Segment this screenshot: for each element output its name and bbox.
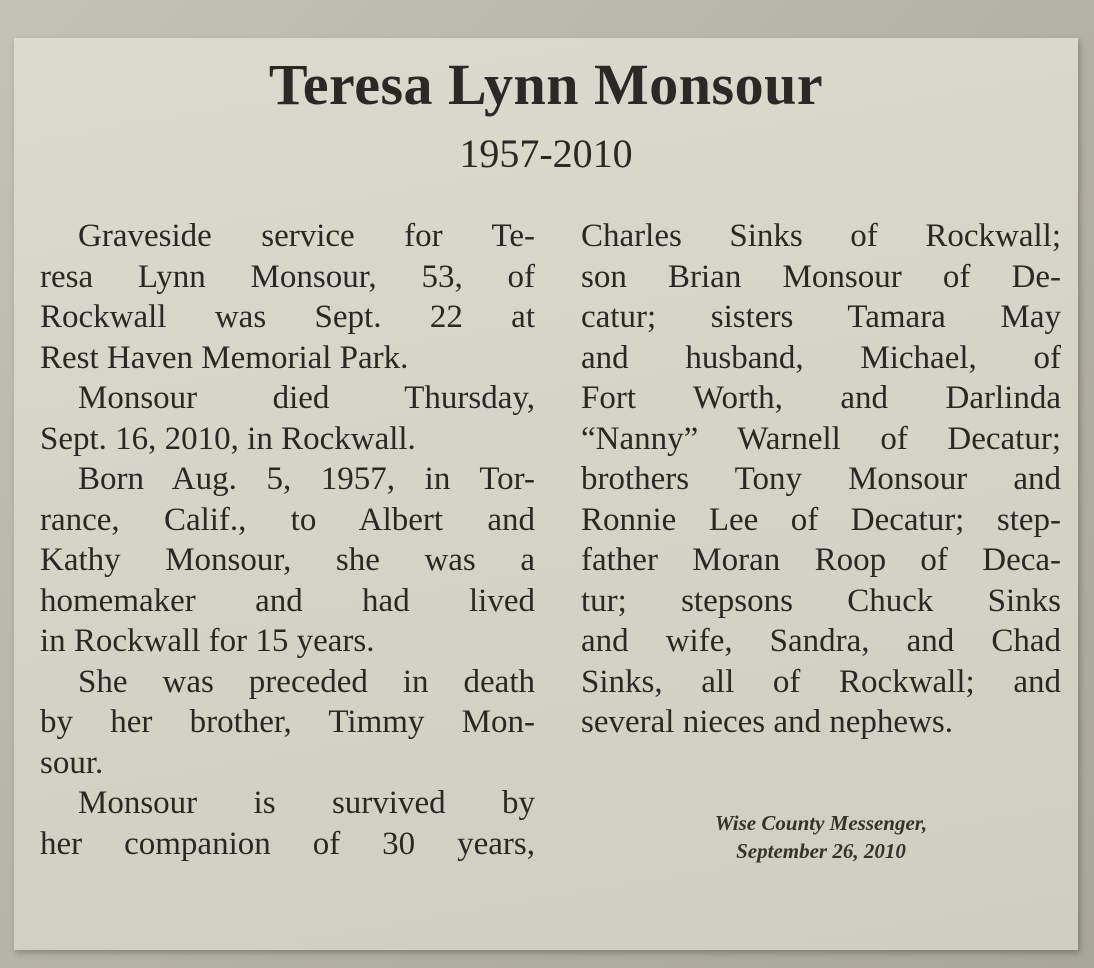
text-line: Rockwall was Sept. 22 at [40, 299, 535, 335]
text-line: Monsour died Thursday, [78, 380, 535, 416]
text-line: father Moran Roop of Deca- [581, 542, 1061, 578]
text-line: by her brother, Timmy Mon- [40, 704, 535, 740]
text-line: Fort Worth, and Darlinda [581, 380, 1061, 416]
text-line: homemaker and had lived [40, 582, 535, 619]
obituary-dates: 1957-2010 [459, 131, 633, 176]
text-line: Rest Haven Memorial Park. [40, 339, 409, 376]
text-line: several nieces and nephews. [581, 704, 954, 740]
source-publication: Wise County Messenger, [714, 811, 928, 835]
source-date: September 26, 2010 [736, 839, 906, 863]
text-line: resa Lynn Monsour, 53, of [40, 258, 535, 295]
text-line: brothers Tony Monsour and [581, 461, 1061, 497]
text-line: Graveside service for Te- [78, 218, 535, 254]
text-line: She was preceded in death [78, 663, 535, 700]
text-line: tur; stepsons Chuck Sinks [581, 582, 1061, 619]
text-line: sour. [40, 744, 104, 781]
text-line: and husband, Michael, of [581, 339, 1061, 376]
text-line: Ronnie Lee of Decatur; step- [581, 501, 1061, 538]
text-line: “Nanny” Warnell of Decatur; [581, 420, 1061, 457]
text-line: and wife, Sandra, and Chad [581, 623, 1061, 659]
text-line: rance, Calif., to Albert and [40, 501, 535, 538]
text-line: Monsour is survived by [78, 785, 535, 821]
text-line: Kathy Monsour, she was a [40, 542, 535, 578]
text-line: her companion of 30 years, [40, 825, 535, 862]
text-line: Born Aug. 5, 1957, in Tor- [78, 461, 535, 497]
obituary-headline: Teresa Lynn Monsour [268, 52, 824, 117]
text-line: in Rockwall for 15 years. [40, 623, 375, 659]
left-column [40, 216, 535, 864]
text-line: catur; sisters Tamara May [581, 299, 1061, 335]
newspaper-clipping [14, 38, 1078, 950]
text-line: Sept. 16, 2010, in Rockwall. [40, 420, 416, 457]
right-column [581, 216, 1061, 743]
text-line: Sinks, all of Rockwall; and [581, 663, 1061, 700]
text-line: son Brian Monsour of De- [581, 258, 1061, 295]
text-line: Charles Sinks of Rockwall; [581, 218, 1061, 254]
